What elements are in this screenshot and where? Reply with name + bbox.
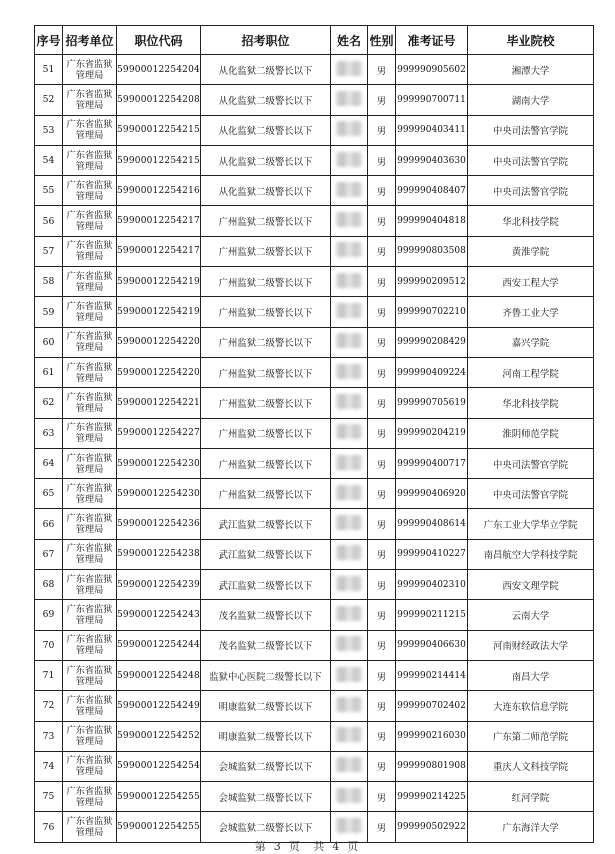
cell-school: 广东第二师范学院: [467, 721, 593, 751]
cell-school: 中央司法警官学院: [467, 115, 593, 145]
table-row: [35, 297, 594, 327]
cell-position: 武江监狱二级警长以下: [200, 509, 330, 539]
cell-seq: 73: [35, 721, 63, 751]
redacted-name: [336, 757, 362, 772]
cell-name: [330, 115, 367, 145]
cell-exam-id: 999990400717: [395, 448, 467, 478]
cell-exam-id: 999990406630: [395, 630, 467, 660]
redacted-name: [336, 242, 362, 257]
cell-name: [330, 236, 367, 266]
cell-exam-id: 999990406920: [395, 479, 467, 509]
table-row: [35, 630, 594, 660]
cell-code: 59900012254215: [117, 145, 201, 175]
header-seq: 序号: [35, 26, 63, 55]
cell-code: 59900012254220: [117, 357, 201, 387]
cell-unit: 广东省监狱管理局: [63, 55, 117, 85]
cell-school: 广东海洋大学: [467, 812, 593, 842]
cell-unit: 广东省监狱管理局: [63, 691, 117, 721]
cell-unit: 广东省监狱管理局: [63, 721, 117, 751]
table-row: [35, 55, 594, 85]
cell-name: [330, 327, 367, 357]
cell-unit: 广东省监狱管理局: [63, 479, 117, 509]
cell-unit: 广东省监狱管理局: [63, 388, 117, 418]
cell-code: 59900012254220: [117, 327, 201, 357]
cell-code: 59900012254255: [117, 782, 201, 812]
cell-gender: 男: [367, 115, 395, 145]
cell-code: 59900012254236: [117, 509, 201, 539]
cell-school: 华北科技学院: [467, 388, 593, 418]
cell-seq: 75: [35, 782, 63, 812]
cell-school: 重庆人文科技学院: [467, 751, 593, 781]
cell-school: 华北科技学院: [467, 206, 593, 236]
cell-name: [330, 782, 367, 812]
results-table-sheet: [34, 25, 594, 843]
cell-name: [330, 660, 367, 690]
redacted-name: [336, 485, 362, 500]
cell-position: 广州监狱二级警长以下: [200, 297, 330, 327]
cell-seq: 70: [35, 630, 63, 660]
cell-position: 会城监狱二级警长以下: [200, 782, 330, 812]
cell-exam-id: 999990705619: [395, 388, 467, 418]
cell-gender: 男: [367, 418, 395, 448]
cell-exam-id: 999990404818: [395, 206, 467, 236]
cell-gender: 男: [367, 55, 395, 85]
cell-name: [330, 751, 367, 781]
cell-unit: 广东省监狱管理局: [63, 570, 117, 600]
redacted-name: [336, 576, 362, 591]
cell-gender: 男: [367, 327, 395, 357]
cell-school: 西安工程大学: [467, 267, 593, 297]
cell-position: 会城监狱二级警长以下: [200, 751, 330, 781]
cell-name: [330, 55, 367, 85]
cell-position: 广州监狱二级警长以下: [200, 357, 330, 387]
cell-code: 59900012254238: [117, 539, 201, 569]
cell-unit: 广东省监狱管理局: [63, 812, 117, 842]
cell-exam-id: 999990214225: [395, 782, 467, 812]
cell-position: 茂名监狱二级警长以下: [200, 600, 330, 630]
cell-seq: 66: [35, 509, 63, 539]
page-label-a: 第: [254, 840, 268, 853]
redacted-name: [336, 91, 362, 106]
redacted-name: [336, 182, 362, 197]
cell-position: 武江监狱二级警长以下: [200, 570, 330, 600]
cell-name: [330, 297, 367, 327]
cell-code: 59900012254227: [117, 418, 201, 448]
cell-school: 中央司法警官学院: [467, 448, 593, 478]
cell-unit: 广东省监狱管理局: [63, 660, 117, 690]
table-row: [35, 448, 594, 478]
cell-unit: 广东省监狱管理局: [63, 327, 117, 357]
cell-seq: 64: [35, 448, 63, 478]
cell-exam-id: 999990410227: [395, 539, 467, 569]
total-label-a: 共: [313, 840, 327, 853]
cell-unit: 广东省监狱管理局: [63, 630, 117, 660]
cell-code: 59900012254215: [117, 115, 201, 145]
redacted-name: [336, 515, 362, 530]
cell-exam-id: 999990402310: [395, 570, 467, 600]
cell-exam-id: 999990700711: [395, 85, 467, 115]
cell-exam-id: 999990403630: [395, 145, 467, 175]
redacted-name: [336, 303, 362, 318]
cell-code: 59900012254255: [117, 812, 201, 842]
redacted-name: [336, 606, 362, 621]
cell-unit: 广东省监狱管理局: [63, 297, 117, 327]
cell-position: 从化监狱二级警长以下: [200, 176, 330, 206]
cell-school: 湖南大学: [467, 85, 593, 115]
cell-school: 南昌大学: [467, 660, 593, 690]
cell-code: 59900012254254: [117, 751, 201, 781]
cell-school: 广东工业大学华立学院: [467, 509, 593, 539]
cell-unit: 广东省监狱管理局: [63, 236, 117, 266]
cell-name: [330, 388, 367, 418]
table-row: [35, 327, 594, 357]
redacted-name: [336, 333, 362, 348]
table-row: [35, 479, 594, 509]
cell-position: 会城监狱二级警长以下: [200, 812, 330, 842]
cell-exam-id: 999990209512: [395, 267, 467, 297]
cell-gender: 男: [367, 176, 395, 206]
cell-unit: 广东省监狱管理局: [63, 448, 117, 478]
table-row: [35, 85, 594, 115]
cell-seq: 62: [35, 388, 63, 418]
cell-seq: 59: [35, 297, 63, 327]
cell-seq: 58: [35, 267, 63, 297]
cell-gender: 男: [367, 357, 395, 387]
cell-position: 从化监狱二级警长以下: [200, 115, 330, 145]
redacted-name: [336, 364, 362, 379]
cell-school: 中央司法警官学院: [467, 145, 593, 175]
cell-gender: 男: [367, 297, 395, 327]
page-current: 3: [273, 840, 283, 853]
table-row: [35, 691, 594, 721]
cell-gender: 男: [367, 388, 395, 418]
cell-school: 中央司法警官学院: [467, 176, 593, 206]
redacted-name: [336, 667, 362, 682]
redacted-name: [336, 424, 362, 439]
cell-seq: 55: [35, 176, 63, 206]
cell-seq: 60: [35, 327, 63, 357]
cell-exam-id: 999990403411: [395, 115, 467, 145]
page-total: 4: [332, 840, 342, 853]
table-row: [35, 721, 594, 751]
cell-code: 59900012254248: [117, 660, 201, 690]
cell-name: [330, 206, 367, 236]
cell-gender: 男: [367, 782, 395, 812]
cell-gender: 男: [367, 812, 395, 842]
cell-seq: 72: [35, 691, 63, 721]
cell-code: 59900012254219: [117, 267, 201, 297]
cell-unit: 广东省监狱管理局: [63, 206, 117, 236]
cell-unit: 广东省监狱管理局: [63, 115, 117, 145]
cell-school: 南昌航空大学科技学院: [467, 539, 593, 569]
cell-code: 59900012254216: [117, 176, 201, 206]
cell-gender: 男: [367, 721, 395, 751]
cell-seq: 51: [35, 55, 63, 85]
cell-exam-id: 999990408407: [395, 176, 467, 206]
table-row: [35, 600, 594, 630]
cell-seq: 69: [35, 600, 63, 630]
cell-name: [330, 691, 367, 721]
cell-name: [330, 85, 367, 115]
cell-code: 59900012254252: [117, 721, 201, 751]
header-gender: 性别: [367, 26, 395, 55]
cell-gender: 男: [367, 539, 395, 569]
table-header-row: [35, 26, 594, 55]
header-position: 招考职位: [200, 26, 330, 55]
cell-seq: 68: [35, 570, 63, 600]
cell-school: 中央司法警官学院: [467, 479, 593, 509]
cell-unit: 广东省监狱管理局: [63, 751, 117, 781]
cell-exam-id: 999990216030: [395, 721, 467, 751]
cell-gender: 男: [367, 509, 395, 539]
cell-code: 59900012254221: [117, 388, 201, 418]
cell-exam-id: 999990204219: [395, 418, 467, 448]
cell-code: 59900012254217: [117, 206, 201, 236]
cell-unit: 广东省监狱管理局: [63, 85, 117, 115]
cell-seq: 52: [35, 85, 63, 115]
cell-gender: 男: [367, 448, 395, 478]
cell-seq: 56: [35, 206, 63, 236]
cell-exam-id: 999990208429: [395, 327, 467, 357]
cell-seq: 65: [35, 479, 63, 509]
cell-code: 59900012254230: [117, 479, 201, 509]
cell-school: 淮阴师范学院: [467, 418, 593, 448]
redacted-name: [336, 121, 362, 136]
redacted-name: [336, 273, 362, 288]
cell-code: 59900012254239: [117, 570, 201, 600]
cell-name: [330, 448, 367, 478]
cell-school: 红河学院: [467, 782, 593, 812]
cell-school: 河南财经政法大学: [467, 630, 593, 660]
cell-school: 嘉兴学院: [467, 327, 593, 357]
cell-gender: 男: [367, 145, 395, 175]
cell-gender: 男: [367, 751, 395, 781]
cell-unit: 广东省监狱管理局: [63, 539, 117, 569]
redacted-name: [336, 788, 362, 803]
cell-unit: 广东省监狱管理局: [63, 357, 117, 387]
cell-school: 齐鲁工业大学: [467, 297, 593, 327]
redacted-name: [336, 455, 362, 470]
cell-name: [330, 600, 367, 630]
cell-exam-id: 999990502922: [395, 812, 467, 842]
cell-unit: 广东省监狱管理局: [63, 509, 117, 539]
redacted-name: [336, 394, 362, 409]
cell-exam-id: 999990702402: [395, 691, 467, 721]
cell-position: 明康监狱二级警长以下: [200, 691, 330, 721]
cell-position: 广州监狱二级警长以下: [200, 236, 330, 266]
cell-code: 59900012254249: [117, 691, 201, 721]
cell-position: 茂名监狱二级警长以下: [200, 630, 330, 660]
table-row: [35, 267, 594, 297]
cell-gender: 男: [367, 85, 395, 115]
cell-position: 明康监狱二级警长以下: [200, 721, 330, 751]
cell-gender: 男: [367, 660, 395, 690]
cell-gender: 男: [367, 236, 395, 266]
cell-unit: 广东省监狱管理局: [63, 600, 117, 630]
cell-position: 广州监狱二级警长以下: [200, 388, 330, 418]
table-row: [35, 782, 594, 812]
cell-seq: 54: [35, 145, 63, 175]
header-unit: 招考单位: [63, 26, 117, 55]
header-school: 毕业院校: [467, 26, 593, 55]
cell-unit: 广东省监狱管理局: [63, 267, 117, 297]
cell-position: 广州监狱二级警长以下: [200, 267, 330, 297]
header-code: 职位代码: [117, 26, 201, 55]
table-row: [35, 388, 594, 418]
table-row: [35, 357, 594, 387]
table-row: [35, 176, 594, 206]
table-row: [35, 751, 594, 781]
cell-code: 59900012254230: [117, 448, 201, 478]
table-row: [35, 206, 594, 236]
cell-name: [330, 357, 367, 387]
table-row: [35, 660, 594, 690]
table-row: [35, 570, 594, 600]
cell-school: 大连东软信息学院: [467, 691, 593, 721]
table-row: [35, 115, 594, 145]
redacted-name: [336, 212, 362, 227]
redacted-name: [336, 818, 362, 833]
cell-gender: 男: [367, 600, 395, 630]
cell-gender: 男: [367, 630, 395, 660]
cell-code: 59900012254243: [117, 600, 201, 630]
redacted-name: [336, 61, 362, 76]
cell-gender: 男: [367, 570, 395, 600]
cell-seq: 61: [35, 357, 63, 387]
table-row: [35, 539, 594, 569]
cell-gender: 男: [367, 691, 395, 721]
cell-position: 从化监狱二级警长以下: [200, 55, 330, 85]
cell-seq: 67: [35, 539, 63, 569]
cell-exam-id: 999990408614: [395, 509, 467, 539]
candidate-table: [34, 25, 594, 843]
cell-exam-id: 999990214414: [395, 660, 467, 690]
cell-position: 武江监狱二级警长以下: [200, 539, 330, 569]
cell-exam-id: 999990803508: [395, 236, 467, 266]
header-exam-id: 准考证号: [395, 26, 467, 55]
cell-gender: 男: [367, 206, 395, 236]
cell-name: [330, 630, 367, 660]
cell-exam-id: 999990409224: [395, 357, 467, 387]
cell-position: 从化监狱二级警长以下: [200, 85, 330, 115]
cell-seq: 57: [35, 236, 63, 266]
cell-name: [330, 539, 367, 569]
cell-name: [330, 721, 367, 751]
cell-code: 59900012254208: [117, 85, 201, 115]
table-row: [35, 418, 594, 448]
cell-code: 59900012254244: [117, 630, 201, 660]
cell-seq: 63: [35, 418, 63, 448]
cell-school: 湘潭大学: [467, 55, 593, 85]
table-row: [35, 509, 594, 539]
cell-school: 云南大学: [467, 600, 593, 630]
cell-unit: 广东省监狱管理局: [63, 782, 117, 812]
cell-school: 河南工程学院: [467, 357, 593, 387]
cell-exam-id: 999990905602: [395, 55, 467, 85]
table-row: [35, 236, 594, 266]
redacted-name: [336, 636, 362, 651]
table-row: [35, 145, 594, 175]
header-name: 姓名: [330, 26, 367, 55]
cell-school: 黄淮学院: [467, 236, 593, 266]
cell-name: [330, 509, 367, 539]
cell-name: [330, 418, 367, 448]
cell-unit: 广东省监狱管理局: [63, 418, 117, 448]
cell-unit: 广东省监狱管理局: [63, 176, 117, 206]
page-label-b: 页: [288, 840, 302, 853]
cell-school: 西安文理学院: [467, 570, 593, 600]
cell-name: [330, 267, 367, 297]
cell-name: [330, 176, 367, 206]
redacted-name: [336, 727, 362, 742]
redacted-name: [336, 545, 362, 560]
cell-position: 广州监狱二级警长以下: [200, 448, 330, 478]
cell-position: 广州监狱二级警长以下: [200, 418, 330, 448]
cell-gender: 男: [367, 479, 395, 509]
cell-code: 59900012254217: [117, 236, 201, 266]
cell-seq: 53: [35, 115, 63, 145]
cell-seq: 74: [35, 751, 63, 781]
cell-position: 广州监狱二级警长以下: [200, 327, 330, 357]
cell-position: 从化监狱二级警长以下: [200, 145, 330, 175]
cell-code: 59900012254219: [117, 297, 201, 327]
cell-name: [330, 570, 367, 600]
cell-position: 监狱中心医院二级警长以下: [200, 660, 330, 690]
cell-position: 广州监狱二级警长以下: [200, 206, 330, 236]
cell-name: [330, 145, 367, 175]
cell-exam-id: 999990702210: [395, 297, 467, 327]
cell-position: 广州监狱二级警长以下: [200, 479, 330, 509]
cell-seq: 71: [35, 660, 63, 690]
cell-seq: 76: [35, 812, 63, 842]
redacted-name: [336, 697, 362, 712]
page-footer: [0, 838, 615, 854]
cell-unit: 广东省监狱管理局: [63, 145, 117, 175]
cell-name: [330, 479, 367, 509]
total-label-b: 页: [347, 840, 361, 853]
cell-exam-id: 999990801908: [395, 751, 467, 781]
cell-gender: 男: [367, 267, 395, 297]
redacted-name: [336, 152, 362, 167]
cell-code: 59900012254204: [117, 55, 201, 85]
cell-exam-id: 999990211215: [395, 600, 467, 630]
